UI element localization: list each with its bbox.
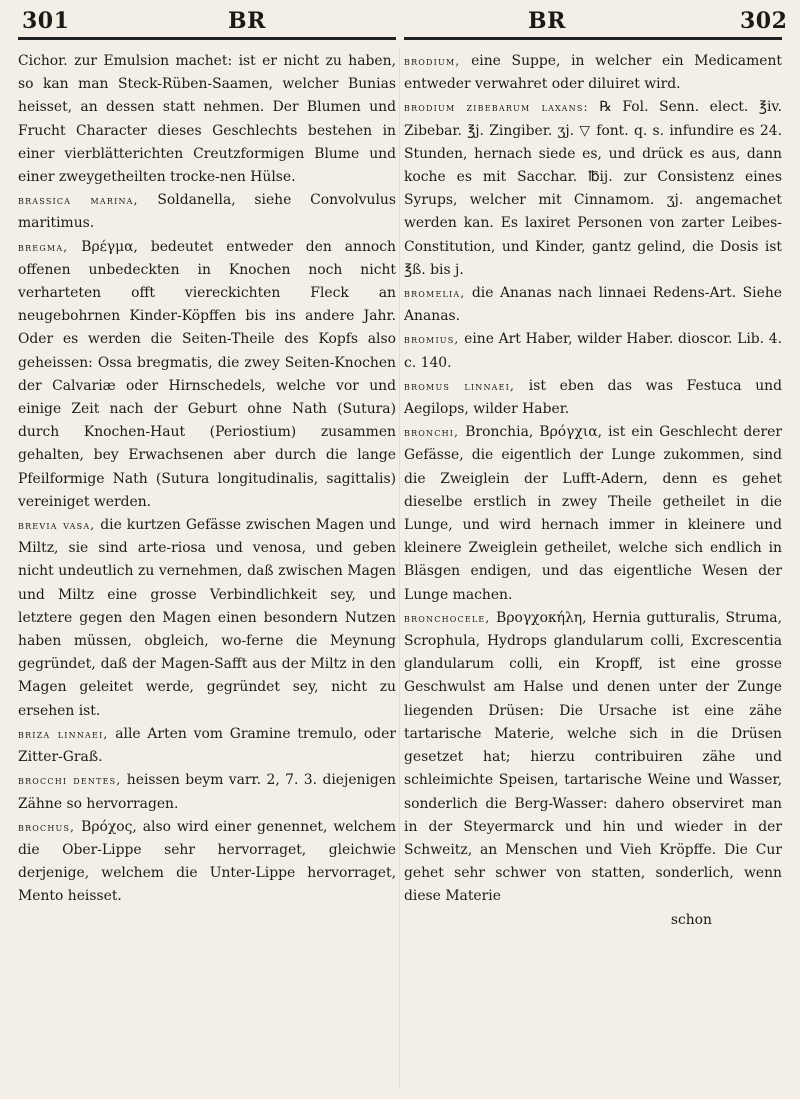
entry-lemma: bronchi, xyxy=(404,425,460,440)
entry-lemma: bromelia, xyxy=(404,286,466,301)
entry-text: ist eben das was Festuca und Aegilops, wilder Haber. xyxy=(404,377,782,418)
entry-bregma xyxy=(18,236,396,514)
entry-text: eine Art Haber, wilder Haber. dioscor. Lib. 4. c. 140. xyxy=(404,331,782,371)
left-column xyxy=(18,50,396,909)
entry-brochus xyxy=(18,816,396,909)
entry-brevia-vasa xyxy=(18,514,396,723)
entry-bronchocele xyxy=(404,607,782,909)
entry-text: Βρόχος, also wird einer genennet, welchem die Ober-Lippe sehr hervorraget, gleichwie derjenige, welchem die Unter-Lippe hervorraget, Mento heisset. xyxy=(18,818,396,905)
entry-text: Βρέγμα, bedeutet entweder den annoch offenen unbedeckten in Knochen noch nicht verharteten offt viereckichten Fleck an neugebohrnen Kinder-Köpffen bis ins andere Jahr. Oder es werden die Seiten-Theile des Kopfs also geheissen: Ossa bregmatis, die zwey Seiten-Knochen der Calvariæ oder Hirnschedels, welche vor und einige Zeit nach der Geburt ohne Nath (Sutura) durch Knochen-Haut (Periostium) zusammen gehalten, bey Erwachsenen aber durch die lange Pfeilformige Nath (Sutura longitudinalis, sagittalis) vereiniget werden. xyxy=(18,238,396,510)
entry-lemma: brochus, xyxy=(18,819,76,834)
entry-lemma: bromius, xyxy=(404,332,460,347)
entry-text: Soldanella, siehe Convolvulus maritimus. xyxy=(18,192,396,232)
page-header xyxy=(0,0,800,44)
entry-cichorium-cont xyxy=(18,50,396,189)
entry-text: eine Suppe, in welcher ein Medicament entweder verwahret oder diluiret wird. xyxy=(404,53,782,93)
entry-text: die Ananas nach linnaei Redens-Art. Siehe Ananas. xyxy=(404,285,783,325)
entry-lemma: brodium, xyxy=(404,54,461,68)
header-rule-left xyxy=(18,37,396,40)
entry-brassica-marina xyxy=(18,189,396,235)
page-number-right: 302 xyxy=(740,8,788,34)
entry-lemma: brocchi dentes, xyxy=(18,773,122,788)
entry-bronchi xyxy=(404,421,782,607)
entry-lemma: bromus linnaei, xyxy=(404,378,516,393)
entry-text: Βρογχοκήλη, Hernia gutturalis, Struma, Scrophula, Hydrops glandularum colli, Excrescentia glandularum colli, ein Kropff, ist eine grosse Geschwulst am Halse und denen unter der Zunge liegenden Drüsen: Die Ursache ist eine zähe tartarische Materie, welche sich in die Drüsen gesetzet hat; hierzu contribuiren zähe und schleimichte Speisen, tartarische Weine und Wasser, sonderlich die Berg-Wasser: dahero observiret man in der Steyermarck und hin und wieder in der Schweitz, an Menschen und Vieh Kröpffe. Die Cur gehet sehr schwer von statten, sonderlich, wenn diese Materie xyxy=(404,609,782,905)
entry-text: Bronchia, Βρόγχια, ist ein Geschlecht derer Gefässe, die eigentlich der Lunge zukommen, sind die Zweiglein der Lufft-Adern, denn es gehet dieselbe erstlich in zwey Theile getheilet in die Lunge, und wird hernach immer in kleinere und kleinere Zweiglein getheilet, welche sich endlich in Bläsgen endigen, und das eigentliche Wesen der Lunge machen. xyxy=(404,424,782,603)
entry-lemma: bronchocele, xyxy=(404,610,491,625)
page-number-left: 301 xyxy=(22,8,70,34)
entry-text: ℞ Fol. Senn. elect. ℥iv. Zibebar. ℥j. Zingiber. ʒj. ▽ font. q. s. infundire es 24. Stunden, hernach siede es, und drück es aus, dann koche es mit Sacchar. ℔ij. zur Consistenz eines Syrups, welcher mit Cinnamom. ʒj. angemachet werden kan. Es laxiret Personen von zarter Leibes-Constitution, und Kinder, gantz gelind, die Dosis ist ℥ß. bis j. xyxy=(404,99,782,278)
running-head-left: BR xyxy=(228,8,266,34)
entry-text: alle Arten vom Gramine tremulo, oder Zitter-Graß. xyxy=(18,725,397,766)
entry-text: die kurtzen Gefässe zwischen Magen und Miltz, sie sind arte-riosa und venosa, und geben nicht undeutlich zu vernehmen, daß zwischen Magen und Miltz eine grosse Verbindlichkeit sey, und letztere gegen den Magen einen besondern Nutzen haben müssen, obgleich, wo-ferne die Meynung gegründet, daß der Magen-Safft aus der Miltz in den Magen geleitet werde, gegründet sey, nicht zu ersehen ist. xyxy=(18,517,396,719)
header-rule-right xyxy=(404,37,782,40)
entry-lemma: brevia vasa, xyxy=(18,518,96,533)
entry-lemma: bregma, xyxy=(18,239,69,254)
running-head-right: BR xyxy=(528,8,566,34)
entry-briza xyxy=(18,723,396,769)
entry-lemma: briza linnaei, xyxy=(18,726,109,741)
column-divider xyxy=(399,48,400,1088)
entry-brodium xyxy=(404,50,782,96)
entry-brocchi-dentes xyxy=(18,769,396,815)
entry-bromus xyxy=(404,375,782,421)
entry-text: Cichor. zur Emulsion machet: ist er nicht zu haben, so kan man Steck-Rüben-Saamen, welcher Bunias heisset, an dessen statt nehmen. Der Blumen und Frucht Character dieses Geschlechts bestehen in einer vierblätterichten Creutzformigen Blume und einer zweygetheilten trocke-nen Hülse. xyxy=(18,53,396,186)
entry-bromius xyxy=(404,328,782,374)
entry-lemma: brodium zibebarum laxans: xyxy=(404,100,589,115)
right-column xyxy=(404,50,782,932)
entry-brodium-zibebarum xyxy=(404,96,782,282)
entry-text: heissen beym varr. 2, 7. 3. diejenigen Zähne so hervorragen. xyxy=(18,772,396,812)
entry-bromelia xyxy=(404,282,782,328)
entry-lemma: brassica marina, xyxy=(18,193,139,208)
catchword: schon xyxy=(670,911,712,928)
